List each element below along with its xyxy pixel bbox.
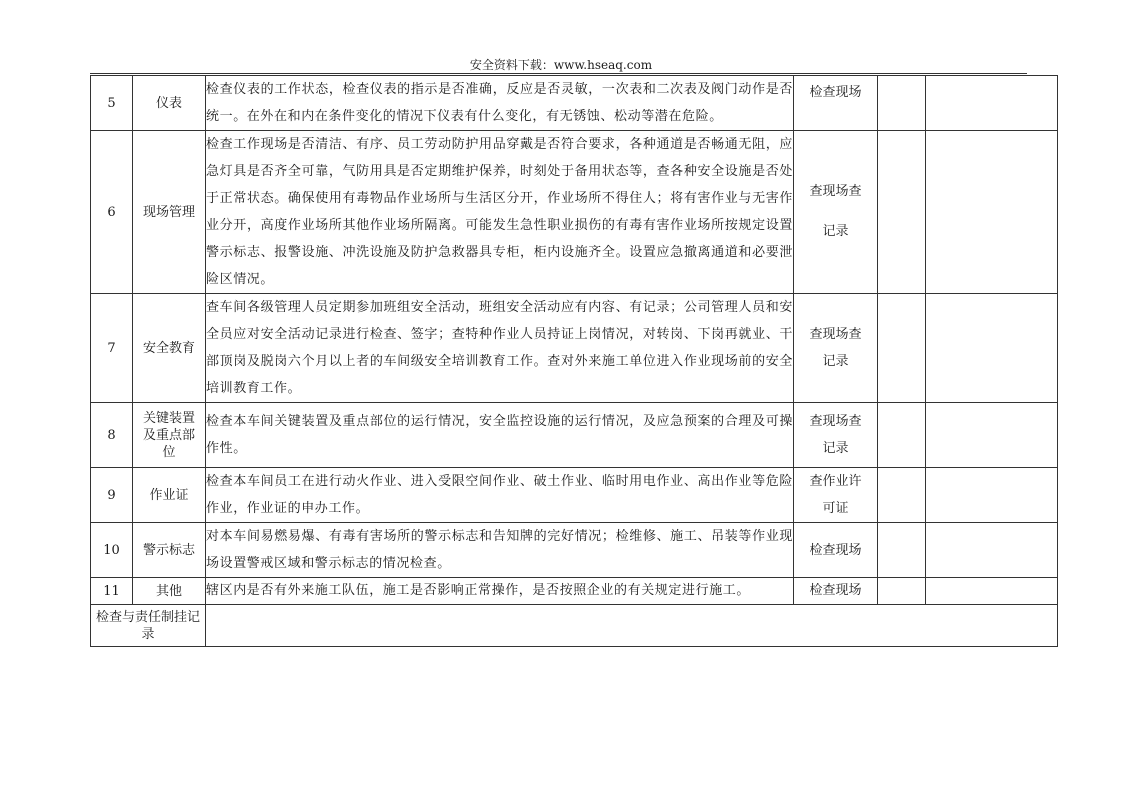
table-row [91,468,1058,523]
check-method: 查现场查记录 [794,131,878,294]
row-number: 10 [91,523,133,578]
check-item: 安全教育 [133,294,206,403]
remark-cell [926,578,1058,605]
check-content: 辖区内是否有外来施工队伍，施工是否影响正常操作，是否按照企业的有关规定进行施工。 [206,578,794,605]
check-method: 查现场查记录 [794,403,878,468]
result-cell [878,131,926,294]
result-cell [878,76,926,131]
remark-cell [926,76,1058,131]
check-item: 作业证 [133,468,206,523]
check-item: 仪表 [133,76,206,131]
check-content: 查车间各级管理人员定期参加班组安全活动，班组安全活动应有内容、有记录；公司管理人员和安全员应对安全活动记录进行检查、签字；查特种作业人员持证上岗情况，对转岗、下岗再就业、干部顶岗及脱岗六个月以上者的车间级安全培训教育工作。查对外来施工单位进入作业现场前的安全培训教育工作。 [206,294,794,403]
check-content: 检查仪表的工作状态，检查仪表的指示是否准确，反应是否灵敏，一次表和二次表及阀门动作是否统一。在外在和内在条件变化的情况下仪表有什么变化，有无锈蚀、松动等潜在危险。 [206,76,794,131]
row-number: 9 [91,468,133,523]
check-method: 查作业许可证 [794,468,878,523]
check-content: 对本车间易燃易爆、有毒有害场所的警示标志和告知牌的完好情况；检维修、施工、吊装等作业现场设置警戒区域和警示标志的情况检查。 [206,523,794,578]
row-number: 7 [91,294,133,403]
result-cell [878,294,926,403]
table-footer-row [91,605,1058,647]
remark-cell [926,468,1058,523]
check-method: 检查现场 [794,76,878,131]
header-rule [90,73,1027,74]
check-item: 警示标志 [133,523,206,578]
result-cell [878,578,926,605]
row-number: 6 [91,131,133,294]
inspection-table [90,75,1058,647]
row-number: 11 [91,578,133,605]
check-item: 其他 [133,578,206,605]
result-cell [878,468,926,523]
check-item: 关键装置及重点部位 [133,403,206,468]
remark-cell [926,131,1058,294]
check-method: 检查现场 [794,578,878,605]
table-row [91,76,1058,131]
check-content: 检查工作现场是否清洁、有序、员工劳动防护用品穿戴是否符合要求，各种通道是否畅通无阻，应急灯具是否齐全可靠，气防用具是否定期维护保养，时刻处于备用状态等，查各种安全设施是否处于正常状态。确保使用有毒物品作业场所与生活区分开，作业场所不得住人；将有害作业与无害作业分开，高度作业场所其他作业场所隔离。可能发生急性职业损伤的有毒有害作业场所按规定设置警示标志、报警设施、冲洗设施及防护急救器具专柜，柜内设施齐全。设置应急撤离通道和必要泄险区情况。 [206,131,794,294]
page-header: 安全资料下载：www.hseaq.com [469,58,653,72]
check-method: 查现场查记录 [794,294,878,403]
check-content: 检查本车间关键装置及重点部位的运行情况，安全监控设施的运行情况，及应急预案的合理及可操作性。 [206,403,794,468]
check-method: 检查现场 [794,523,878,578]
table-row [91,403,1058,468]
footer-label: 检查与责任制挂记录 [91,605,206,647]
table-row [91,294,1058,403]
check-content: 检查本车间员工在进行动火作业、进入受限空间作业、破土作业、临时用电作业、高出作业等危险作业，作业证的申办工作。 [206,468,794,523]
remark-cell [926,294,1058,403]
remark-cell [926,523,1058,578]
table-row [91,578,1058,605]
footer-record-cell [206,605,1058,647]
check-item: 现场管理 [133,131,206,294]
remark-cell [926,403,1058,468]
row-number: 8 [91,403,133,468]
table-row [91,131,1058,294]
result-cell [878,523,926,578]
result-cell [878,403,926,468]
table-row [91,523,1058,578]
row-number: 5 [91,76,133,131]
